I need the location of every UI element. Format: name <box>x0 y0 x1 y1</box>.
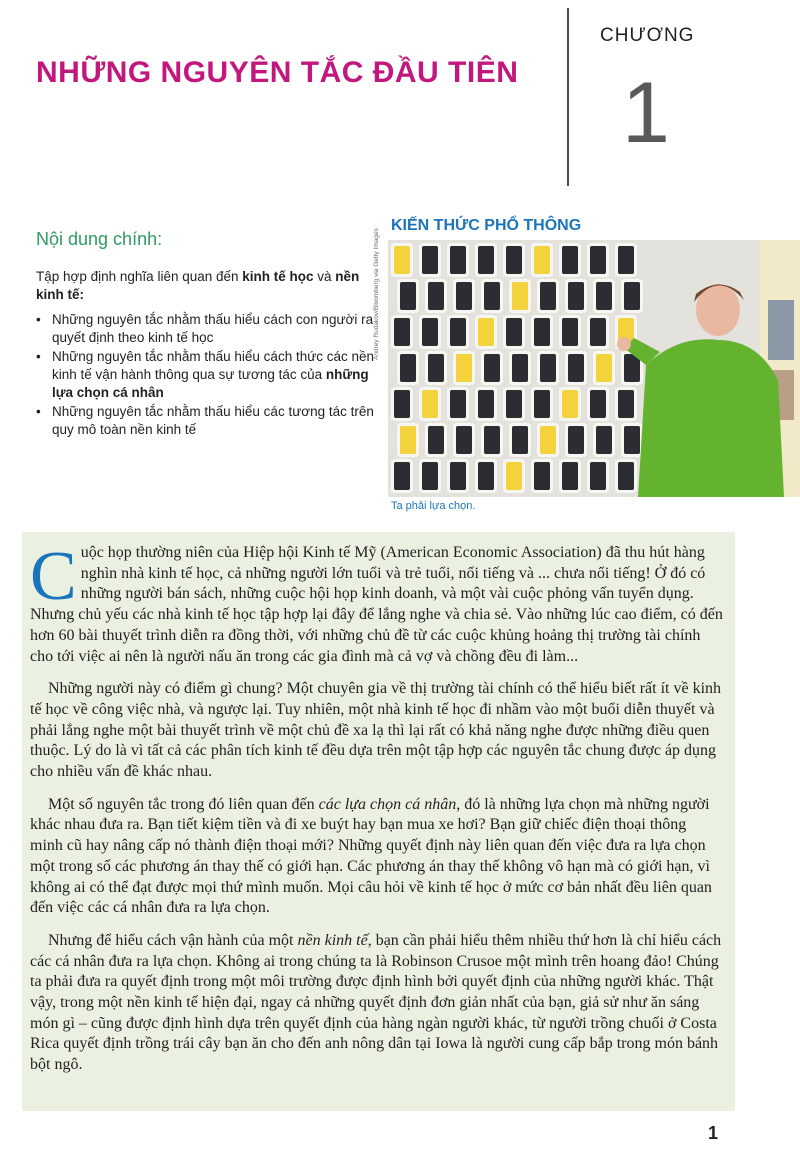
text-run: uộc họp thường niên của Hiệp hội Kinh tế Mỹ (American Economic Association) đã thu hút hàng nghìn nhà kinh tế học, cả những người lớn tuổi và trẻ tuổi, nổi tiếng và ... chưa nổi tiếng! Ở đó có những người bán sách, những cuộc hội họp kinh doanh, và một vài cuộc phỏng vấn tuyển dụng. Nhưng chủ yếu các nhà kinh tế học tập hợp lại đây để lắng nghe và chia sẻ. Vào những lúc cao điểm, có đến hơn 60 bài thuyết trình diễn ra đồng thời, với những chủ đề từ các cuộc khủng hoảng thị trường tài chính cho tới việc ai nên là người nấu ăn trong các gia đình mà cả vợ và chồng đều đi làm... <box>30 544 723 665</box>
bold-text: nền kinh tế: <box>36 269 360 302</box>
phone <box>534 390 550 418</box>
phone <box>512 426 528 454</box>
phone <box>422 390 438 418</box>
reading-text <box>30 538 723 1088</box>
outline-title: Nội dung chính: <box>36 229 163 249</box>
phone <box>394 318 410 346</box>
outline-item <box>36 403 376 439</box>
text-run: Một số nguyên tắc trong đó liên quan đến <box>48 795 319 813</box>
phone <box>534 246 550 274</box>
phone <box>618 390 634 418</box>
reading-paragraph <box>30 538 723 667</box>
text-run: Những nguyên tắc nhằm thấu hiểu cách con người ra quyết định theo kinh tế học <box>52 312 374 345</box>
phone <box>450 462 466 490</box>
bullet-icon: • <box>36 312 41 327</box>
phone <box>400 354 416 382</box>
chapter-title: NHỮNG NGUYÊN TẮC ĐẦU TIÊN <box>36 56 519 89</box>
phone <box>596 426 612 454</box>
person-jacket <box>638 339 784 497</box>
phone <box>400 282 416 310</box>
phone <box>484 426 500 454</box>
phone <box>484 354 500 382</box>
bullet-icon: • <box>36 349 41 364</box>
bullet-icon: • <box>36 404 41 419</box>
text-run: Nhưng để hiểu cách vận hành của một <box>48 931 298 949</box>
phone <box>422 246 438 274</box>
reading-paragraph <box>30 679 723 783</box>
phone <box>394 390 410 418</box>
phone <box>506 246 522 274</box>
phone-display-illustration <box>388 240 800 497</box>
photo-caption: Ta phải lựa chọn. <box>391 500 476 512</box>
phone <box>394 462 410 490</box>
phone <box>478 246 494 274</box>
phone <box>506 318 522 346</box>
italic-text: nền kinh tế <box>297 931 368 949</box>
phone <box>478 318 494 346</box>
phone <box>450 318 466 346</box>
dropcap: C <box>30 538 77 615</box>
phone <box>478 462 494 490</box>
reading-paragraph <box>30 795 723 919</box>
outline-item <box>36 311 376 347</box>
phone <box>534 318 550 346</box>
phone <box>534 462 550 490</box>
phone <box>456 354 472 382</box>
phone <box>624 282 640 310</box>
photo-heading: KIẾN THỨC PHỔ THÔNG <box>391 217 582 234</box>
phone <box>618 246 634 274</box>
phone <box>484 282 500 310</box>
store-photo <box>388 240 800 497</box>
chapter-label: CHƯƠNG <box>600 25 695 46</box>
phone <box>456 282 472 310</box>
phone <box>422 462 438 490</box>
phone <box>540 282 556 310</box>
phone <box>428 282 444 310</box>
photo-credit: Andrey Rudakov/Bloomberg via Getty Images <box>373 228 380 360</box>
phone <box>590 462 606 490</box>
phone <box>456 426 472 454</box>
outline-item <box>36 348 376 402</box>
phone <box>540 426 556 454</box>
reading-paragraph <box>30 931 723 1076</box>
phone <box>450 390 466 418</box>
phone <box>422 318 438 346</box>
phone <box>562 462 578 490</box>
phone <box>624 426 640 454</box>
text-run: Những nguyên tắc nhằm thấu hiểu cách thức các nền kinh tế vận hành thông qua sự tương tác của <box>52 349 375 382</box>
phone <box>562 390 578 418</box>
phone <box>590 246 606 274</box>
bold-text: kinh tế học <box>242 269 314 284</box>
bold-text: những lựa chọn cá nhân <box>52 367 369 400</box>
phone <box>568 282 584 310</box>
phone <box>400 426 416 454</box>
phone <box>562 318 578 346</box>
shelf-poster <box>768 300 794 360</box>
italic-text: các lựa chọn cá nhân <box>318 795 457 813</box>
phone <box>562 246 578 274</box>
phone <box>506 462 522 490</box>
chapter-divider <box>567 8 569 186</box>
text-run: , bạn cần phải hiểu thêm nhiều thứ hơn là chỉ hiểu cách các cá nhân đưa ra lựa chọn. Không ai trong chúng ta là Robinson Crusoe một mình trên hoang đảo! Chúng ta phải đưa ra quyết định trong một môi trường được định hình bởi quyết định của những người khác. Thật vậy, trong một nền kinh tế hiện đại, ngay cả những quyết định đơn giản nhất của bạn, giả sử như ăn sáng món gì – cũng được định hình dựa trên quyết định của hàng ngàn người khác, từ người trồng chuối ở Costa Rica quyết định trồng trái cây bạn ăn cho đến anh nông dân tại Iowa là người cung cấp bắp trong món bánh bột ngô. <box>30 931 722 1074</box>
phone <box>512 282 528 310</box>
phone <box>618 462 634 490</box>
text-run: Tập hợp định nghĩa liên quan đến <box>36 269 243 284</box>
text-run: và <box>313 269 336 284</box>
page-number: 1 <box>708 1123 719 1143</box>
phone <box>590 390 606 418</box>
phone-grid <box>391 243 643 493</box>
text-run: Những nguyên tắc nhằm thấu hiểu các tương tác trên quy mô toàn nền kinh tế <box>52 404 374 437</box>
phone <box>540 354 556 382</box>
phone <box>568 354 584 382</box>
phone <box>512 354 528 382</box>
person-hand <box>617 337 631 351</box>
phone <box>428 354 444 382</box>
phone <box>394 246 410 274</box>
outline-list <box>36 311 376 440</box>
outline-intro <box>36 268 376 304</box>
phone <box>428 426 444 454</box>
reading-body <box>30 538 723 1076</box>
phone <box>590 318 606 346</box>
phone <box>450 246 466 274</box>
chapter-number: 1 <box>622 65 670 161</box>
phone <box>568 426 584 454</box>
text-run: Những người này có điểm gì chung? Một chuyên gia về thị trường tài chính có thể hiểu biết rất ít về kinh tế học về công việc nhà, và ngược lại. Tuy nhiên, một nhà kinh tế học đi nhầm vào một buổi diễn thuyết và phải lắng nghe một bài thuyết trình về một chủ đề xa lạ thì lại rất có khả năng nghe được những điều quen thuộc. Lý do là vì tất cả các phân tích kinh tế đều dựa trên một tập hợp các nguyên tắc chung được áp dụng cho nhiều vấn đề khác nhau. <box>30 680 722 781</box>
phone <box>478 390 494 418</box>
phone <box>596 354 612 382</box>
text-run: , đó là những lựa chọn mà những người khác nhau đưa ra. Bạn tiết kiệm tiền và đi xe buýt hay bạn mua xe hơi? Bạn giữ chiếc điện thoại thông minh cũ hay nâng cấp nó thành điện thoại mới? Những quyết định này liên quan đến việc đưa ra lựa chọn một trong số các phương án thay thế có giới hạn. Các phương án thay thế không vô hạn mà có giới hạn, vì không ai có thể đạt được mọi thứ mình muốn. Mọi câu hỏi về kinh tế học ở mức cơ bản nhất đều liên quan đến việc các cá nhân đưa ra lựa chọn. <box>30 795 712 917</box>
phone <box>506 390 522 418</box>
phone <box>596 282 612 310</box>
